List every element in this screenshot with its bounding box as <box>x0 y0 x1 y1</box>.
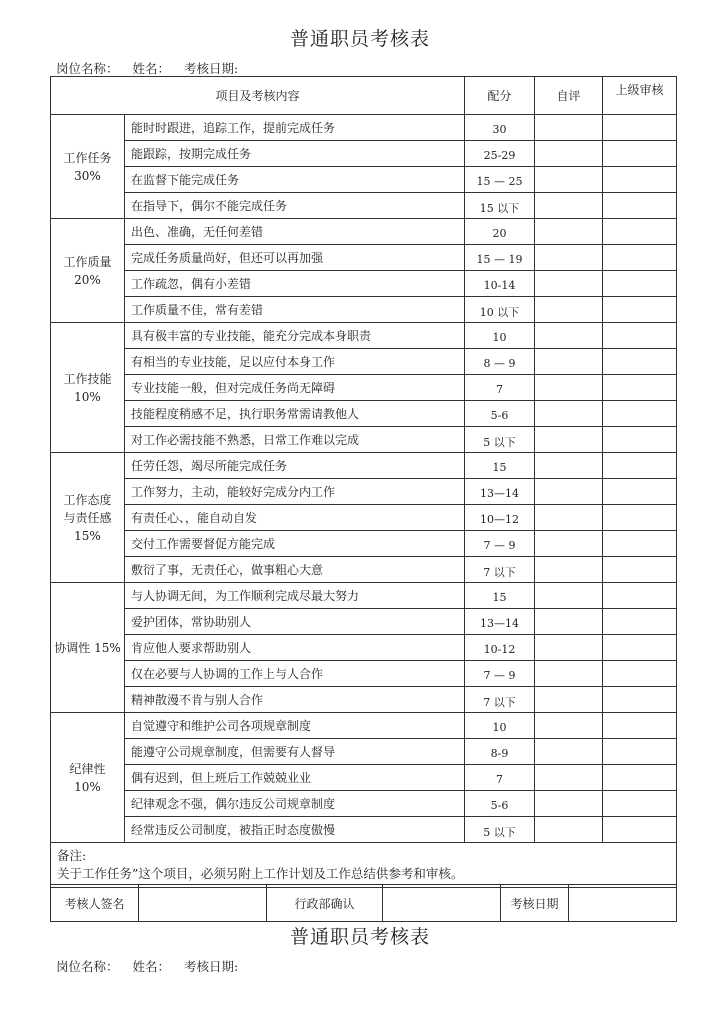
supervisor-review-cell[interactable] <box>603 349 677 375</box>
supervisor-review-cell[interactable] <box>603 557 677 583</box>
category-cell: 工作任务 30% <box>51 115 125 219</box>
self-eval-cell[interactable] <box>535 687 603 713</box>
score-range: 15 以下 <box>465 193 535 219</box>
score-range: 7 <box>465 375 535 401</box>
table-row <box>51 661 677 687</box>
criteria-text: 肯应他人要求帮助别人 <box>125 635 465 661</box>
self-eval-cell[interactable] <box>535 193 603 219</box>
repeat-form-title: 普通职员考核表 <box>289 926 430 948</box>
supervisor-review-cell[interactable] <box>603 687 677 713</box>
self-eval-cell[interactable] <box>535 791 603 817</box>
self-eval-cell[interactable] <box>535 375 603 401</box>
criteria-text: 有责任心、，能自动自发 <box>125 505 465 531</box>
criteria-text: 对工作必需技能不熟悉，日常工作难以完成 <box>125 427 465 453</box>
criteria-text: 能跟踪，按期完成任务 <box>125 141 465 167</box>
score-range: 5-6 <box>465 401 535 427</box>
self-eval-cell[interactable] <box>535 219 603 245</box>
table-row <box>51 791 677 817</box>
repeat-date-label: 考核日期: <box>184 959 239 974</box>
supervisor-review-cell[interactable] <box>603 635 677 661</box>
supervisor-review-cell[interactable] <box>603 297 677 323</box>
supervisor-review-cell[interactable] <box>603 193 677 219</box>
supervisor-review-cell[interactable] <box>603 765 677 791</box>
criteria-text: 在监督下能完成任务 <box>125 167 465 193</box>
repeat-position-label: 岗位名称： <box>56 959 119 974</box>
reviewer-sign-field[interactable] <box>139 885 267 922</box>
self-eval-cell[interactable] <box>535 661 603 687</box>
table-row <box>51 453 677 479</box>
table-row <box>51 167 677 193</box>
supervisor-review-cell[interactable] <box>603 115 677 141</box>
table-row <box>51 245 677 271</box>
supervisor-review-cell[interactable] <box>603 479 677 505</box>
table-row <box>51 635 677 661</box>
category-cell: 纪律性 10% <box>51 713 125 843</box>
table-row <box>51 609 677 635</box>
criteria-text: 能遵守公司规章制度，但需要有人督导 <box>125 739 465 765</box>
name-label: 姓名： <box>132 61 171 76</box>
form-title: 普通职员考核表 <box>289 28 430 50</box>
score-range: 15 <box>465 453 535 479</box>
self-eval-cell[interactable] <box>535 349 603 375</box>
repeat-form-meta <box>56 957 252 975</box>
supervisor-review-cell[interactable] <box>603 583 677 609</box>
form-meta <box>56 59 252 77</box>
score-range: 5 以下 <box>465 427 535 453</box>
self-eval-cell[interactable] <box>535 583 603 609</box>
supervisor-review-cell[interactable] <box>603 661 677 687</box>
criteria-text: 具有极丰富的专业技能，能充分完成本身职责 <box>125 323 465 349</box>
table-row <box>51 271 677 297</box>
score-range: 10-14 <box>465 271 535 297</box>
criteria-text: 工作质量不佳，常有差错 <box>125 297 465 323</box>
supervisor-review-cell[interactable] <box>603 219 677 245</box>
criteria-text: 敷衍了事，无责任心，做事粗心大意 <box>125 557 465 583</box>
criteria-text: 爱护团体，常协助别人 <box>125 609 465 635</box>
score-range: 15 <box>465 583 535 609</box>
score-range: 25-29 <box>465 141 535 167</box>
self-eval-cell[interactable] <box>535 167 603 193</box>
supervisor-review-cell[interactable] <box>603 739 677 765</box>
self-eval-cell[interactable] <box>535 141 603 167</box>
criteria-text: 能时时跟进，追踪工作，提前完成任务 <box>125 115 465 141</box>
note-row <box>51 843 677 888</box>
score-range: 5 以下 <box>465 817 535 843</box>
table-row <box>51 557 677 583</box>
self-eval-cell[interactable] <box>535 505 603 531</box>
self-eval-cell[interactable] <box>535 115 603 141</box>
criteria-text: 任劳任怨，竭尽所能完成任务 <box>125 453 465 479</box>
reviewer-sign-label: 考核人签名 <box>51 885 139 922</box>
criteria-text: 精神散漫不肯与别人合作 <box>125 687 465 713</box>
self-eval-cell[interactable] <box>535 323 603 349</box>
criteria-text: 在指导下，偶尔不能完成任务 <box>125 193 465 219</box>
criteria-text: 出色、准确，无任何差错 <box>125 219 465 245</box>
supervisor-review-cell[interactable] <box>603 531 677 557</box>
self-eval-cell[interactable] <box>535 531 603 557</box>
note-text: 关于工作任务”这个项目，必须另附上工作计划及工作总结供参考和审核。 <box>57 866 464 881</box>
criteria-text: 与人协调无间，为工作顺利完成尽最大努力 <box>125 583 465 609</box>
table-row <box>51 583 677 609</box>
score-range: 13—14 <box>465 609 535 635</box>
score-range: 10—12 <box>465 505 535 531</box>
score-range: 15 — 19 <box>465 245 535 271</box>
criteria-text: 工作疏忽，偶有小差错 <box>125 271 465 297</box>
criteria-text: 完成任务质量尚好，但还可以再加强 <box>125 245 465 271</box>
supervisor-review-cell[interactable] <box>603 323 677 349</box>
table-row <box>51 505 677 531</box>
repeat-name-label: 姓名： <box>132 959 171 974</box>
table-row <box>51 349 677 375</box>
table-row <box>51 375 677 401</box>
score-range: 10 <box>465 323 535 349</box>
category-cell: 工作态度 与责任感 15% <box>51 453 125 583</box>
note-label: 备注: <box>57 848 87 863</box>
criteria-text: 有相当的专业技能，足以应付本身工作 <box>125 349 465 375</box>
supervisor-review-cell[interactable] <box>603 141 677 167</box>
score-range: 10 以下 <box>465 297 535 323</box>
self-eval-cell[interactable] <box>535 479 603 505</box>
score-range: 5-6 <box>465 791 535 817</box>
criteria-text: 纪律观念不强，偶尔违反公司规章制度 <box>125 791 465 817</box>
criteria-text: 自觉遵守和维护公司各项规章制度 <box>125 713 465 739</box>
score-range: 15 — 25 <box>465 167 535 193</box>
table-row <box>51 427 677 453</box>
score-range: 10-12 <box>465 635 535 661</box>
category-cell: 工作技能 10% <box>51 323 125 453</box>
self-eval-cell[interactable] <box>535 635 603 661</box>
evaluation-table <box>50 76 677 888</box>
supervisor-review-cell[interactable] <box>603 817 677 843</box>
supervisor-review-cell[interactable] <box>603 713 677 739</box>
signature-table <box>50 884 677 922</box>
admin-confirm-field[interactable] <box>383 885 501 922</box>
admin-confirm-label: 行政部确认 <box>267 885 383 922</box>
score-range: 7 以下 <box>465 687 535 713</box>
table-row <box>51 479 677 505</box>
score-range: 7 — 9 <box>465 661 535 687</box>
self-eval-cell[interactable] <box>535 713 603 739</box>
score-range: 13—14 <box>465 479 535 505</box>
table-row <box>51 817 677 843</box>
category-cell: 协调性 15% <box>51 583 125 713</box>
supervisor-review-cell[interactable] <box>603 453 677 479</box>
score-range: 8 — 9 <box>465 349 535 375</box>
supervisor-review-cell[interactable] <box>603 427 677 453</box>
table-row <box>51 115 677 141</box>
table-row <box>51 687 677 713</box>
table-row <box>51 401 677 427</box>
criteria-text: 工作努力，主动，能较好完成分内工作 <box>125 479 465 505</box>
table-row <box>51 713 677 739</box>
criteria-text: 经常违反公司制度，被指正时态度傲慢 <box>125 817 465 843</box>
self-eval-cell[interactable] <box>535 427 603 453</box>
supervisor-review-cell[interactable] <box>603 167 677 193</box>
criteria-text: 专业技能一般，但对完成任务尚无障碍 <box>125 375 465 401</box>
date-label: 考核日期: <box>184 61 239 76</box>
criteria-text: 偶有迟到，但上班后工作兢兢业业 <box>125 765 465 791</box>
note-cell <box>51 843 677 888</box>
score-range: 8-9 <box>465 739 535 765</box>
supervisor-review-cell[interactable] <box>603 375 677 401</box>
header-item: 项目及考核内容 <box>51 77 465 115</box>
table-row <box>51 219 677 245</box>
supervisor-review-cell[interactable] <box>603 401 677 427</box>
review-date-field[interactable] <box>569 885 677 922</box>
table-row <box>51 765 677 791</box>
supervisor-review-cell[interactable] <box>603 791 677 817</box>
supervisor-review-cell[interactable] <box>603 505 677 531</box>
header-supervisor: 上级审核 <box>603 77 677 115</box>
self-eval-cell[interactable] <box>535 609 603 635</box>
criteria-text: 仅在必要与人协调的工作上与人合作 <box>125 661 465 687</box>
criteria-text: 交付工作需要督促方能完成 <box>125 531 465 557</box>
table-row <box>51 141 677 167</box>
self-eval-cell[interactable] <box>535 557 603 583</box>
score-range: 7 以下 <box>465 557 535 583</box>
table-row <box>51 323 677 349</box>
self-eval-cell[interactable] <box>535 401 603 427</box>
table-row <box>51 739 677 765</box>
self-eval-cell[interactable] <box>535 817 603 843</box>
self-eval-cell[interactable] <box>535 297 603 323</box>
self-eval-cell[interactable] <box>535 271 603 297</box>
score-range: 10 <box>465 713 535 739</box>
score-range: 7 <box>465 765 535 791</box>
table-header-row <box>51 77 677 115</box>
category-cell: 工作质量 20% <box>51 219 125 323</box>
supervisor-review-cell[interactable] <box>603 271 677 297</box>
score-range: 30 <box>465 115 535 141</box>
supervisor-review-cell[interactable] <box>603 609 677 635</box>
criteria-text: 技能程度稍感不足，执行职务常需请教他人 <box>125 401 465 427</box>
self-eval-cell[interactable] <box>535 739 603 765</box>
table-row <box>51 297 677 323</box>
position-label: 岗位名称： <box>56 61 119 76</box>
score-range: 7 — 9 <box>465 531 535 557</box>
table-row <box>51 193 677 219</box>
self-eval-cell[interactable] <box>535 765 603 791</box>
self-eval-cell[interactable] <box>535 453 603 479</box>
review-date-label: 考核日期 <box>501 885 569 922</box>
table-row <box>51 531 677 557</box>
header-self: 自评 <box>535 77 603 115</box>
score-range: 20 <box>465 219 535 245</box>
self-eval-cell[interactable] <box>535 245 603 271</box>
supervisor-review-cell[interactable] <box>603 245 677 271</box>
header-score: 配分 <box>465 77 535 115</box>
